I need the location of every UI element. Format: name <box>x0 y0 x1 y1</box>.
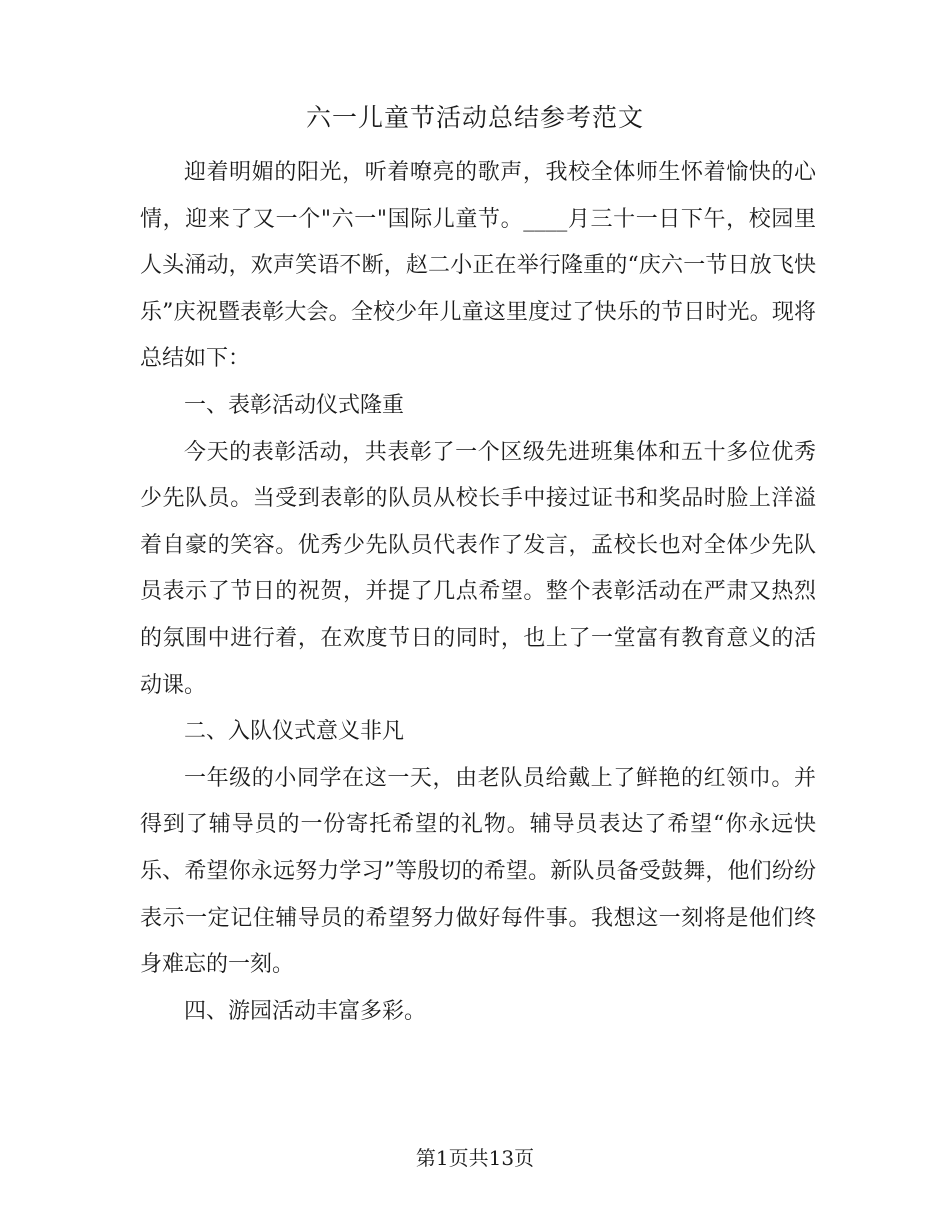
document-title: 六一儿童节活动总结参考范文 <box>305 103 644 132</box>
document-body <box>140 150 816 1035</box>
paragraph-section-2: 一年级的小同学在这一天，由老队员给戴上了鲜艳的红领巾。并得到了辅导员的一份寄托希望的礼物。辅导员表达了希望“你永远快乐、希望你永远努力学习”等殷切的希望。新队员备受鼓舞，他们纷纷表示一定记住辅导员的希望努力做好每件事。我想这一刻将是他们终身难忘的一刻。 <box>140 765 816 978</box>
paragraph-intro: 迎着明媚的阳光，听着嘹亮的歌声，我校全体师生怀着愉快的心情，迎来了又一个"六一"国际儿童节。____月三十一日下午，校园里人头涌动，欢声笑语不断，赵二小正在举行隆重的“庆六一节日放飞快乐”庆祝暨表彰大会。全校少年儿童这里度过了快乐的节日时光。现将总结如下： <box>140 160 816 372</box>
section-heading-4: 四、游园活动丰富多彩。 <box>184 998 427 1024</box>
paragraph-section-1: 今天的表彰活动，共表彰了一个区级先进班集体和五十多位优秀少先队员。当受到表彰的队员从校长手中接过证书和奖品时脸上洋溢着自豪的笑容。优秀少先队员代表作了发言，孟校长也对全体少先队员表示了节日的祝贺，并提了几点希望。整个表彰活动在严肃又热烈的氛围中进行着，在欢度节日的同时，也上了一堂富有教育意义的活动课。 <box>140 439 816 698</box>
page-number-footer: 第1页共13页 <box>415 1146 535 1170</box>
section-heading-2: 二、入队仪式意义非凡 <box>184 719 405 745</box>
section-heading-1: 一、表彰活动仪式隆重 <box>184 392 405 418</box>
